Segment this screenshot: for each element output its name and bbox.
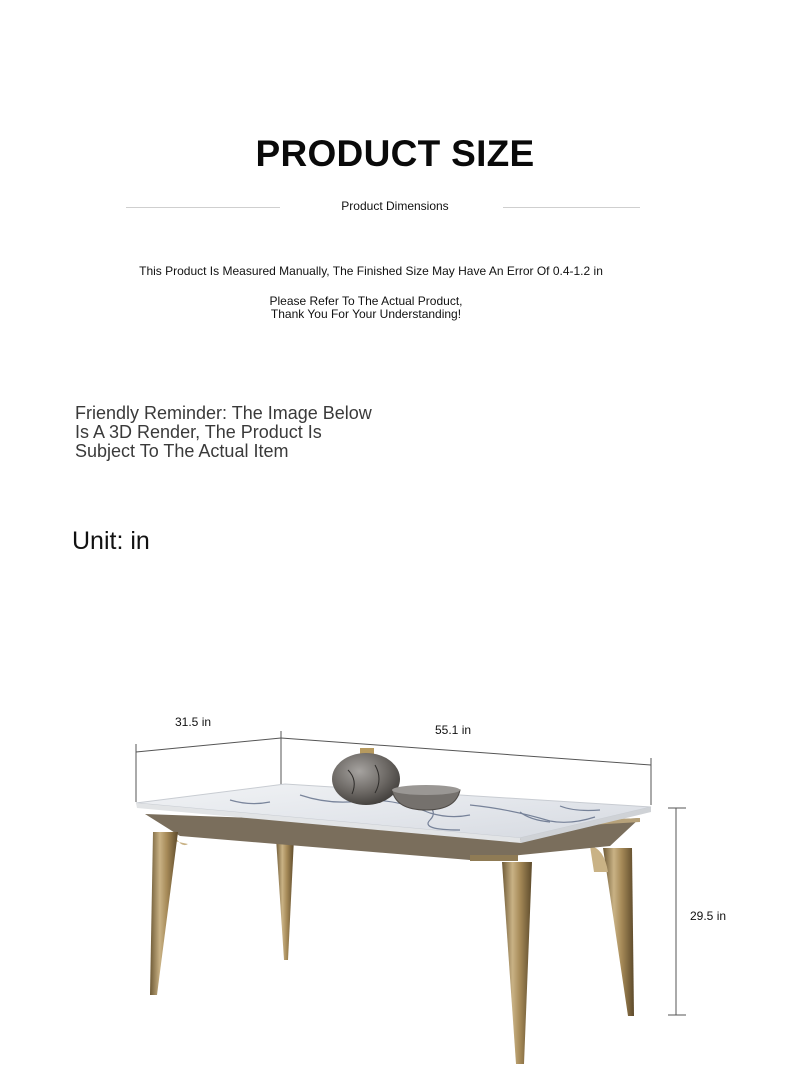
front-right-leg xyxy=(502,862,532,1064)
apron-joint xyxy=(470,855,518,861)
back-left-leg xyxy=(276,838,294,960)
reminder-line-2: Is A 3D Render, The Product Is xyxy=(75,422,322,442)
reminder-line-3: Subject To The Actual Item xyxy=(75,441,289,461)
page-title: PRODUCT SIZE xyxy=(255,133,535,174)
unit-label: Unit: in xyxy=(72,527,150,555)
height-label: 29.5 in xyxy=(690,909,727,923)
decorative-vase xyxy=(332,748,400,805)
measurement-notice: This Product Is Measured Manually, The Finished Size May Have An Error Of 0.4-1.2 in xyxy=(139,264,603,278)
length-dimension-line xyxy=(281,738,651,765)
back-right-leg xyxy=(603,848,634,1016)
front-left-leg xyxy=(150,832,178,995)
reminder-line-1: Friendly Reminder: The Image Below xyxy=(75,403,372,423)
length-label: 55.1 in xyxy=(435,723,472,737)
thanks-line-1: Please Refer To The Actual Product, xyxy=(269,294,463,308)
dimension-guides xyxy=(136,731,686,1015)
section-subtitle: Product Dimensions xyxy=(341,199,449,213)
depth-dimension-line xyxy=(136,738,281,752)
thanks-line-2: Thank You For Your Understanding! xyxy=(270,306,462,321)
depth-label: 31.5 in xyxy=(175,715,212,729)
